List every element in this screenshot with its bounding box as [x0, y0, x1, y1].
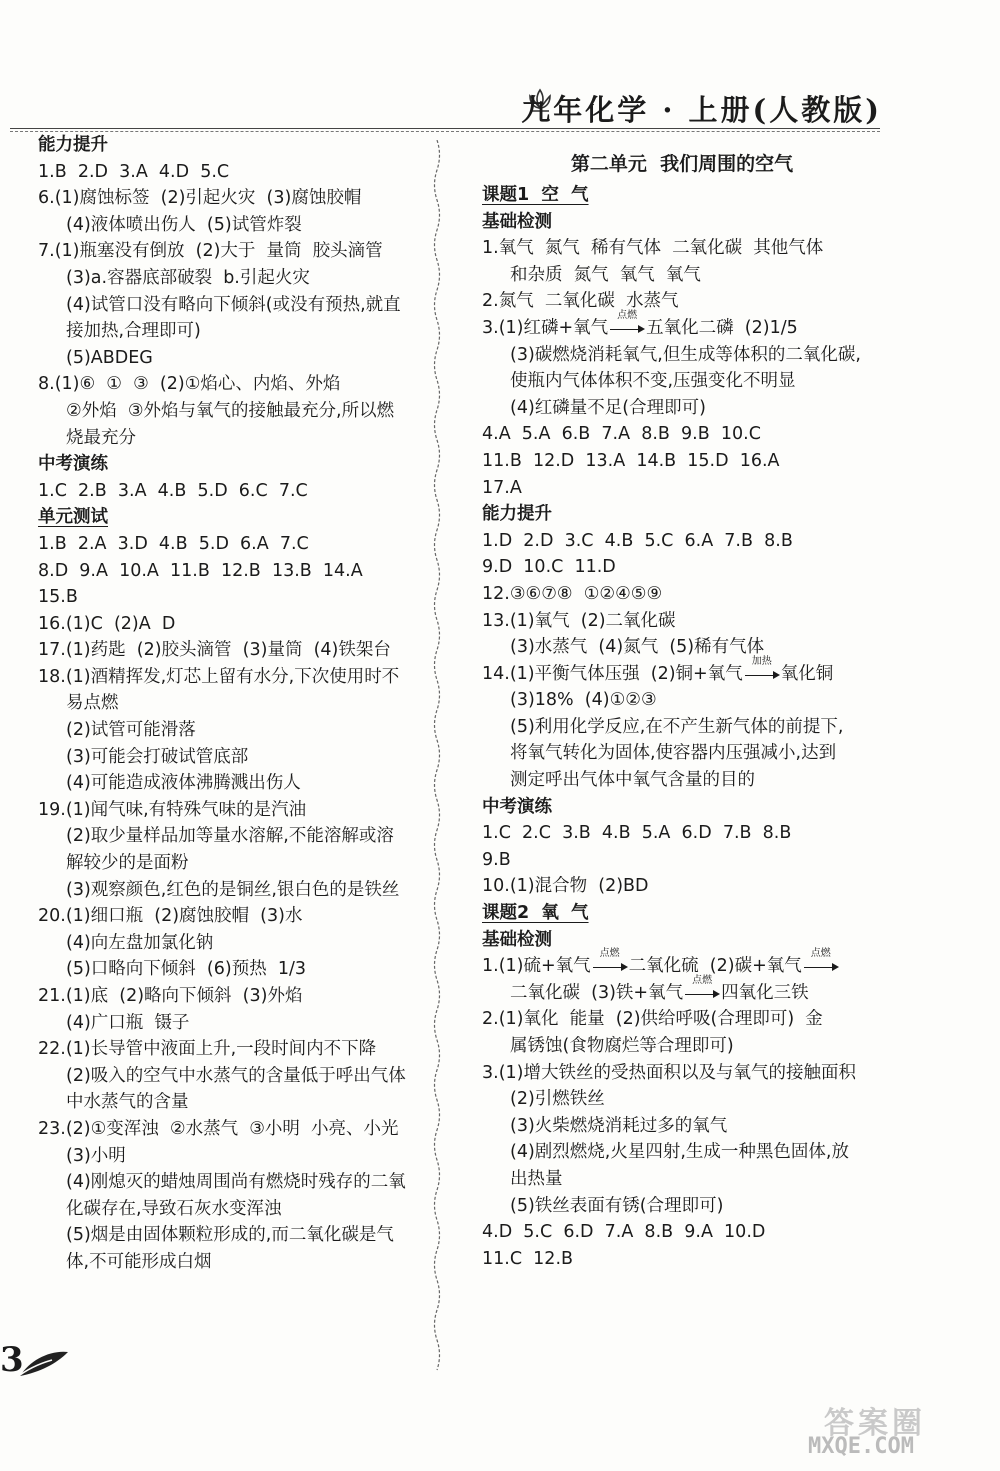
answer-line [38, 611, 433, 638]
answer-text: (3)a.容器底部破裂 b.引起火灾 [66, 267, 310, 288]
answer-line [482, 1166, 882, 1193]
answer-text: 出热量 [510, 1168, 563, 1189]
left-column [38, 132, 433, 1276]
answer-line [38, 292, 433, 319]
answer-text: 将氧气转化为固体,使容器内压强减小,达到 [510, 743, 837, 764]
section-heading: 基础检测 [482, 211, 552, 232]
answer-line [482, 309, 882, 342]
answer-text: 23.(2)①变浑浊 ②水蒸气 ③小明 小亮、小光 [38, 1118, 399, 1139]
answer-line [38, 425, 433, 452]
answer-line [38, 584, 433, 611]
answer-text: 和杂质 氮气 氧气 氧气 [510, 264, 701, 285]
answer-text: 11.C 12.B [482, 1248, 574, 1269]
answer-text: 2.氮气 二氧化碳 水蒸气 [482, 291, 679, 312]
answer-line [482, 288, 882, 315]
reaction-condition: 加热 [751, 655, 772, 667]
answer-line [482, 1193, 882, 1220]
answer-line [482, 235, 882, 262]
answer-line [482, 608, 882, 635]
answer-text: (5)铁丝表面有锈(合理即可) [510, 1195, 724, 1216]
reaction-condition: 点燃 [599, 948, 620, 960]
answer-text: 1.C 2.B 3.A 4.B 5.D 6.C 7.C [38, 480, 308, 501]
answer-line [38, 770, 433, 797]
answer-line [482, 368, 882, 395]
answer-text: 1.B 2.A 3.D 4.B 5.D 6.A 7.C [38, 533, 309, 554]
answer-text: 五氧化二磷 (2)1/5 [646, 317, 798, 338]
answer-line [38, 717, 433, 744]
answer-text: (5)烟是由固体颗粒形成的,而二氧化碳是气 [66, 1225, 394, 1246]
answer-line [482, 714, 882, 741]
answer-line [38, 744, 433, 771]
section-heading: 课题2 氧 气 [482, 903, 589, 924]
reaction-arrow-icon [610, 309, 644, 335]
answer-line [38, 983, 433, 1010]
answer-line [482, 1219, 882, 1246]
answer-line [482, 475, 882, 502]
answer-text: (3)观察颜色,红色的是铜丝,银白色的是铁丝 [66, 879, 400, 900]
answer-line [482, 1086, 882, 1113]
answer-line [482, 767, 882, 794]
answer-text: (3)碳燃烧消耗氧气,但生成等体积的二氧化碳, [510, 344, 861, 365]
answer-text: (3)小明 [66, 1145, 126, 1166]
reaction-arrow-icon [804, 948, 838, 973]
answer-line [482, 448, 882, 475]
answer-line [38, 664, 433, 691]
answer-line [482, 1006, 882, 1033]
answer-text: 使瓶内气体体积不变,压强变化不明显 [510, 371, 796, 392]
answer-text: (4)液体喷出伤人 (5)试管炸裂 [66, 214, 302, 235]
answer-line [38, 345, 433, 372]
watermark-url: MXQE.COM [808, 1434, 914, 1459]
answer-text: 9.D 10.C 11.D [482, 557, 616, 578]
answer-text: 解较少的是面粉 [66, 853, 189, 874]
watermark-top-text: 答案圈 [824, 1406, 926, 1441]
reaction-condition: 点燃 [692, 974, 713, 986]
section-heading: 课题1 空 气 [482, 185, 589, 205]
answer-line [482, 262, 882, 289]
answer-line [482, 820, 882, 847]
answer-text: (4)剧烈燃烧,火星四射,生成一种黑色固体,放 [510, 1142, 849, 1163]
section-heading: 中考演练 [38, 454, 108, 475]
unit-title: 第二单元 我们周围的空气 [570, 153, 794, 175]
section-heading: 单元测试 [38, 507, 108, 528]
answer-line [38, 531, 433, 558]
answer-line [38, 1249, 433, 1276]
answer-line [38, 956, 433, 983]
answer-text: 体,不可能形成白烟 [66, 1251, 212, 1272]
reaction-condition: 点燃 [617, 309, 638, 321]
answer-line [38, 238, 433, 265]
answer-line [38, 930, 433, 957]
answer-line [482, 948, 882, 980]
answer-text: 17.(1)药匙 (2)胶头滴管 (3)量筒 (4)铁架台 [38, 640, 391, 661]
answer-line [482, 1139, 882, 1166]
answer-line [38, 877, 433, 904]
answer-line [482, 634, 882, 661]
answer-line [482, 554, 882, 581]
answer-line [38, 850, 433, 877]
answer-line [482, 1033, 882, 1060]
answer-text: 6.(1)腐蚀标签 (2)引起火灾 (3)腐蚀胶帽 [38, 188, 362, 209]
answer-text: (4)广口瓶 镊子 [66, 1012, 190, 1033]
answer-line [38, 318, 433, 345]
page-number: 3 [0, 1340, 24, 1380]
answer-line [482, 1246, 882, 1273]
answer-text: 1.D 2.D 3.C 4.B 5.C 6.A 7.B 8.B [482, 530, 793, 551]
answer-line [482, 1113, 882, 1140]
answer-text: 3.(1)红磷+氧气 [482, 317, 609, 338]
answer-line [38, 903, 433, 930]
answer-text: 氧化铜 [780, 663, 834, 684]
answer-text: (2)引燃铁丝 [510, 1089, 605, 1110]
answer-line [38, 1116, 433, 1143]
answer-text: 15.B [38, 587, 78, 608]
answer-text: 10.(1)混合物 (2)BD [482, 876, 649, 897]
answer-text: 2.(1)氧化 能量 (2)供给呼吸(合理即可) 金 [482, 1009, 823, 1030]
reaction-arrow-icon [685, 974, 719, 1000]
answer-text: (2)吸入的空气中水蒸气的含量低于呼出气体 [66, 1065, 406, 1086]
answer-text: (4)试管口没有略向下倾斜(或没有预热,就直 [66, 294, 401, 315]
answer-text: 易点燃 [66, 693, 119, 714]
answer-line [482, 687, 882, 714]
answer-text: (4)向左盘加氯化钠 [66, 932, 214, 953]
answer-text: 属锈蚀(食物腐烂等合理即可) [510, 1036, 734, 1056]
answer-text: ②外焰 ③外焰与氧气的接触最充分,所以燃 [66, 400, 395, 421]
leaf-decoration-icon [10, 1340, 70, 1380]
answer-line [38, 690, 433, 717]
answer-text: 接加热,合理即可) [66, 321, 201, 342]
answer-text: 8.(1)⑥ ① ③ (2)①焰心、内焰、外焰 [38, 374, 341, 395]
answer-line [482, 395, 882, 422]
answer-line [38, 558, 433, 585]
reaction-arrow-icon [745, 655, 779, 681]
answer-line [38, 1222, 433, 1249]
answer-text: (3)可能会打破试管底部 [66, 746, 249, 767]
answer-line [38, 637, 433, 664]
answer-line [38, 212, 433, 239]
answer-line [482, 655, 882, 688]
answer-line [38, 1063, 433, 1090]
page-header [0, 0, 1000, 130]
answer-line [38, 823, 433, 850]
answer-text: 二氧化硫 (2)碳+氧气 [628, 956, 802, 977]
answer-line [38, 159, 433, 186]
answer-text: 化碳存在,导致石灰水变浑浊 [66, 1198, 282, 1219]
answer-line [482, 581, 882, 608]
answer-text: 7.(1)瓶塞没有倒放 (2)大于 量筒 胶头滴管 [38, 241, 383, 262]
answer-line [482, 421, 882, 448]
answer-line [482, 873, 882, 900]
answer-line [482, 342, 882, 369]
answer-text: 1.氧气 氮气 稀有气体 二氧化碳 其他气体 [482, 238, 824, 259]
answer-text: 8.D 9.A 10.A 11.B 12.B 13.B 14.A [38, 560, 363, 581]
answer-text: 1.C 2.C 3.B 4.B 5.A 6.D 7.B 8.B [482, 823, 792, 844]
watermark [808, 1398, 998, 1464]
answer-text: (3)水蒸气 (4)氮气 (5)稀有气体 [510, 637, 765, 658]
answer-line [482, 528, 882, 555]
answer-text: 11.B 12.D 13.A 14.B 15.D 16.A [482, 450, 780, 471]
header-rule [10, 128, 880, 129]
answer-line [38, 185, 433, 212]
answer-line [38, 265, 433, 292]
answer-text: 12.③⑥⑦⑧ ①②④⑤⑨ [482, 583, 663, 604]
answer-line [482, 740, 882, 767]
answer-text: 16.(1)C (2)A D [38, 613, 176, 634]
answer-text: 21.(1)底 (2)略向下倾斜 (3)外焰 [38, 986, 303, 1006]
answer-text: 二氧化碳 (3)铁+氧气 [510, 982, 684, 1003]
answer-line [38, 1169, 433, 1196]
reaction-condition: 点燃 [810, 948, 831, 960]
section-heading: 中考演练 [482, 796, 552, 817]
answer-text: (2)取少量样品加等量水溶解,不能溶解或溶 [66, 826, 394, 847]
answer-text: (4)刚熄灭的蜡烛周围尚有燃烧时残存的二氧 [66, 1172, 406, 1193]
answer-text: 17.A [482, 477, 522, 498]
section-heading: 能力提升 [482, 504, 552, 525]
answer-text: 20.(1)细口瓶 (2)腐蚀胶帽 (3)水 [38, 906, 303, 927]
answer-text: 18.(1)酒精挥发,灯芯上留有水分,下次使用时不 [38, 666, 400, 687]
answer-text: (5)利用化学反应,在不产生新气体的前提下, [510, 716, 844, 737]
book-title: 九年化学 · 上册(人教版) [521, 93, 882, 127]
answer-text: (5)口略向下倾斜 (6)预热 1/3 [66, 959, 306, 980]
answer-line [38, 371, 433, 398]
section-heading: 能力提升 [38, 135, 108, 155]
answer-text: (3)18% (4)①②③ [510, 690, 657, 711]
reaction-arrow-icon [593, 948, 627, 973]
answer-text: 13.(1)氧气 (2)二氧化碳 [482, 610, 676, 631]
answer-text: (5)ABDEG [66, 347, 153, 368]
answer-text: (4)红磷量不足(合理即可) [510, 397, 706, 418]
answer-line [482, 1060, 882, 1087]
answer-text: 烧最充分 [66, 427, 136, 448]
answer-text: 4.D 5.C 6.D 7.A 8.B 9.A 10.D [482, 1222, 766, 1243]
answer-text: (2)试管可能滑落 [66, 720, 196, 741]
answer-line [38, 1143, 433, 1170]
answer-line [38, 398, 433, 425]
answer-text: 22.(1)长导管中液面上升,一段时间内不下降 [38, 1039, 377, 1060]
answer-text: 3.(1)增大铁丝的受热面积以及与氧气的接触面积 [482, 1062, 856, 1083]
answer-text: 19.(1)闻气味,有特殊气味的是汽油 [38, 799, 307, 820]
section-heading: 基础检测 [482, 929, 552, 950]
answer-text: 中水蒸气的含量 [66, 1092, 189, 1113]
answer-line [38, 1196, 433, 1223]
answer-line [482, 974, 882, 1007]
right-column [482, 146, 882, 1272]
answer-text: (4)可能造成液体沸腾溅出伤人 [66, 773, 301, 794]
answer-line [38, 478, 433, 505]
answer-text: 四氧化三铁 [721, 982, 809, 1003]
answer-text: 4.A 5.A 6.B 7.A 8.B 9.B 10.C [482, 424, 761, 445]
answer-line [38, 1089, 433, 1116]
answer-line [38, 1010, 433, 1037]
answer-text: (3)火柴燃烧消耗过多的氧气 [510, 1115, 728, 1136]
answer-line [482, 847, 882, 874]
answer-text: 测定呼出气体中氧气含量的目的 [510, 770, 755, 791]
answer-text: 9.B [482, 849, 511, 870]
answer-text: 1.(1)硫+氧气 [482, 956, 591, 977]
answer-text: 14.(1)平衡气体压强 (2)铜+氧气 [482, 663, 743, 684]
answer-line [38, 1036, 433, 1063]
answer-line [38, 797, 433, 824]
answer-text: 1.B 2.D 3.A 4.D 5.C [38, 161, 230, 182]
